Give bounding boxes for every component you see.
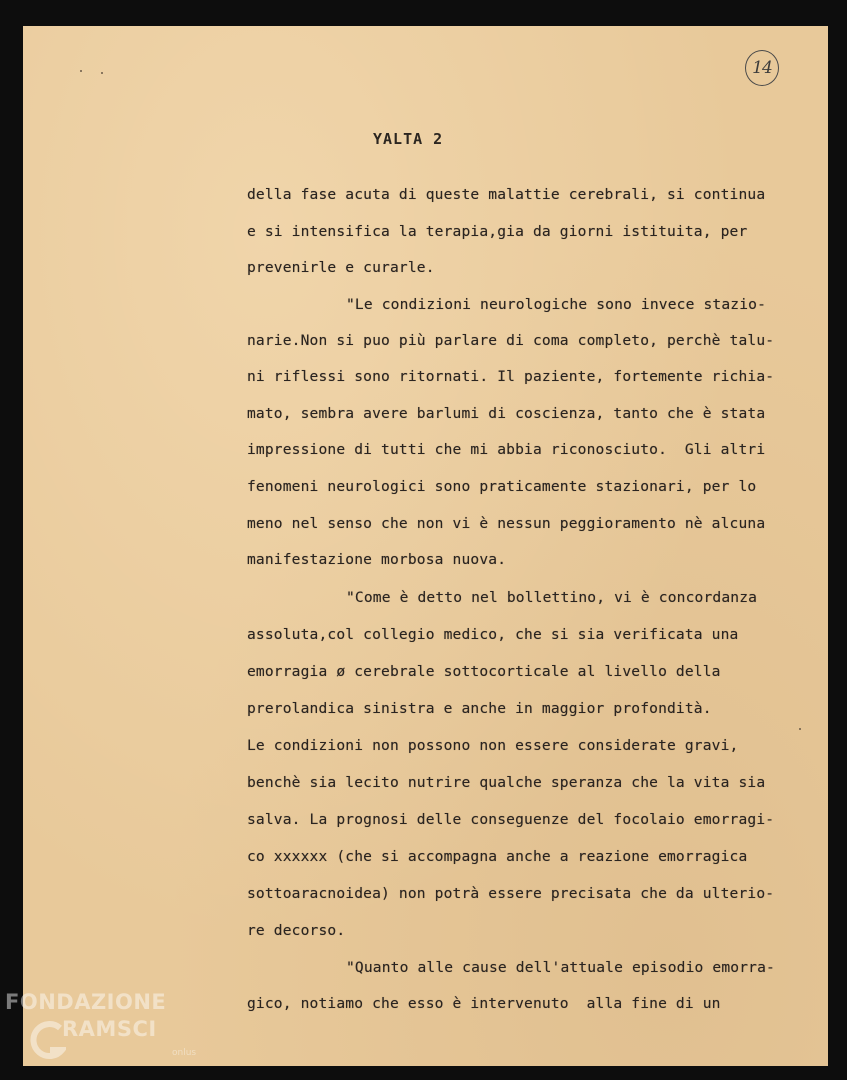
text-line: prevenirle e curarle. [247,259,435,276]
text-line: co xxxxxx (che si accompagna anche a reazione emorragica [247,848,748,865]
text-line: "Come è detto nel bollettino, vi è concordanza [346,589,758,606]
text-line: re decorso. [247,922,346,939]
text-line: manifestazione morbosa nuova. [247,551,507,568]
paper-speck [80,70,82,72]
text-line: impressione di tutti che mi abbia riconosciuto. Gli altri [247,441,766,458]
watermark-onlus: onlus [172,1048,197,1058]
paper-speck [799,728,801,730]
watermark-logo [0,984,215,1080]
text-line: emorragia ø cerebrale sottocorticale al livello della [247,663,721,680]
page-heading: YALTA 2 [373,130,444,148]
text-line: narie.Non si puo più parlare di coma completo, perchè talu- [247,332,775,349]
text-line: ni riflessi sono ritornati. Il paziente, fortemente richia- [247,368,775,385]
page-number: 14 [745,50,779,86]
text-line: "Quanto alle cause dell'attuale episodio emorra- [346,959,775,976]
text-line: prerolandica sinistra e anche in maggior profondità. [247,700,712,717]
text-line: "Le condizioni neurologiche sono invece stazio- [346,296,767,313]
watermark-line2: RAMSCI [62,1017,157,1041]
watermark-line1: FONDAZIONE [5,990,167,1014]
text-line: benchè sia lecito nutrire qualche speranza che la vita sia [247,774,766,791]
text-line: assoluta,col collegio medico, che si sia verificata una [247,626,739,643]
text-line: fenomeni neurologici sono praticamente stazionari, per lo [247,478,757,495]
text-line: sottoaracnoidea) non potrà essere precisata che da ulterio- [247,885,775,902]
text-line: della fase acuta di queste malattie cerebrali, si continua [247,186,766,203]
text-line: salva. La prognosi delle conseguenze del focolaio emorragi- [247,811,775,828]
text-line: e si intensifica la terapia,gia da giorni istituita, per [247,223,748,240]
paper-speck [101,72,103,74]
text-line: meno nel senso che non vi è nessun peggioramento nè alcuna [247,515,766,532]
g-logo-icon [30,1014,66,1076]
text-line: gico, notiamo che esso è intervenuto alla fine di un [247,995,721,1012]
document-page [23,26,828,1066]
text-line: mato, sembra avere barlumi di coscienza, tanto che è stata [247,405,766,422]
text-line: Le condizioni non possono non essere considerate gravi, [247,737,739,754]
